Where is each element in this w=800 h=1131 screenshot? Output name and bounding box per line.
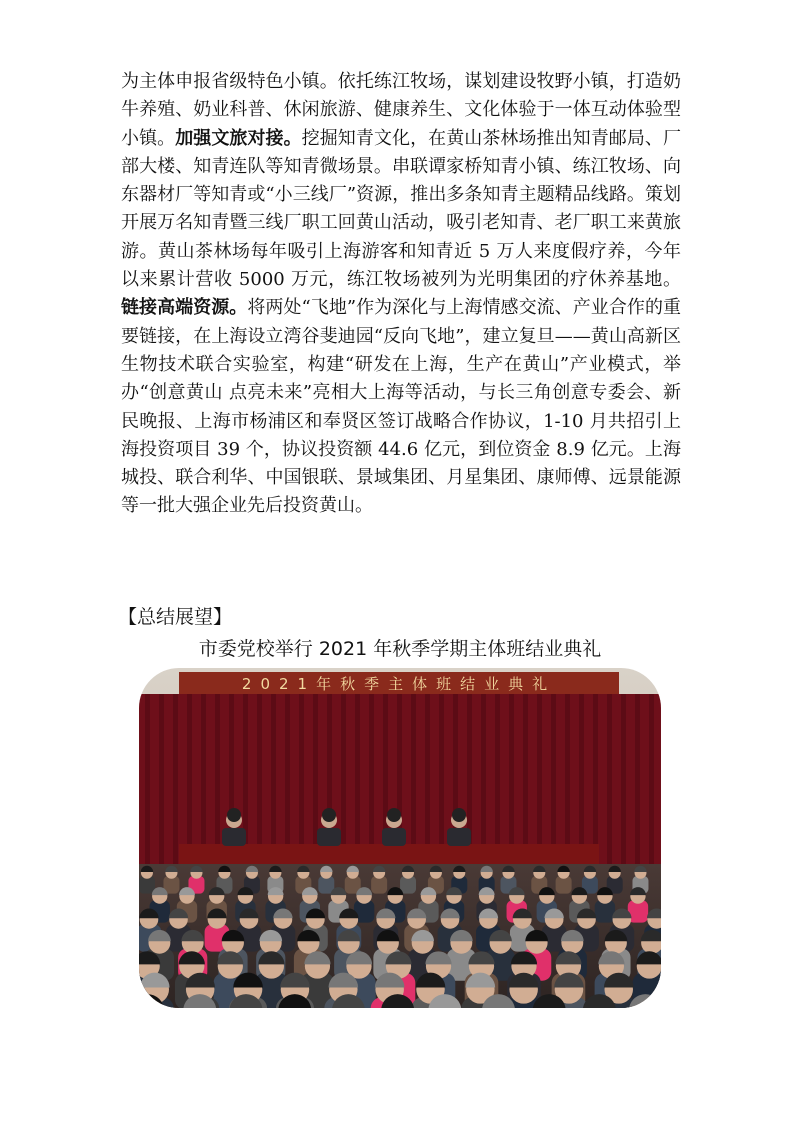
bold-phrase-2: 链接高端资源。 bbox=[121, 297, 248, 319]
section-heading: 【总结展望】 bbox=[118, 606, 233, 628]
paragraph-text-1: 为主体申报省级特色小镇。依托练江牧场，谋划建设牧野小镇，打造奶牛养殖、奶业科普、休闲旅游、健康养生、文化体验于一体互动体验型小镇。 bbox=[121, 71, 681, 149]
ceremony-photo-illustration bbox=[139, 668, 661, 1008]
paragraph-text-2: 挖掘知青文化，在黄山茶林场推出知青邮局、厂部大楼、知青连队等知青微场景。串联谭家桥知青小镇、练江牧场、向东器材厂等知青或“小三线厂”资源，推出多条知青主题精品线路。策划开展万名知青暨三线厂职工回黄山活动，吸引老知青、老厂职工来黄旅游。黄山茶林场每年吸引上海游客和知青近 5 万人来度假疗养，今年以来累计营收 5000 万元，练江牧场被列为光明集团的疗休养基地。 bbox=[121, 127, 682, 291]
banner-text: 2021年秋季主体班结业典礼 bbox=[241, 675, 557, 693]
body-paragraph bbox=[121, 68, 681, 521]
ceremony-photo bbox=[139, 668, 661, 1008]
rostrum-table bbox=[179, 844, 599, 866]
photo-caption: 市委党校举行 2021 年秋季学期主体班结业典礼 bbox=[198, 638, 602, 660]
paragraph-text-3: 将两处“飞地”作为深化与上海情感交流、产业合作的重要链接，在上海设立湾谷斐迪园“反向飞地”，建立复旦——黄山高新区生物技术联合实验室，构建“研发在上海，生产在黄山”产业模式，举办“创意黄山 点亮未来”亮相大上海等活动，与长三角创意专委会、新民晚报、上海市杨浦区和奉贤区签订战略合作协议，1-10 月共招引上海投资项目 39 个，协议投资额 44.6 亿元，到位资金 8.9 亿元。上海城投、联合利华、中国银联、景域集团、月星集团、康师傅、远景能源等一批大强企业先后投资黄山。 bbox=[121, 297, 681, 517]
bold-phrase-1: 加强文旅对接。 bbox=[175, 127, 302, 149]
